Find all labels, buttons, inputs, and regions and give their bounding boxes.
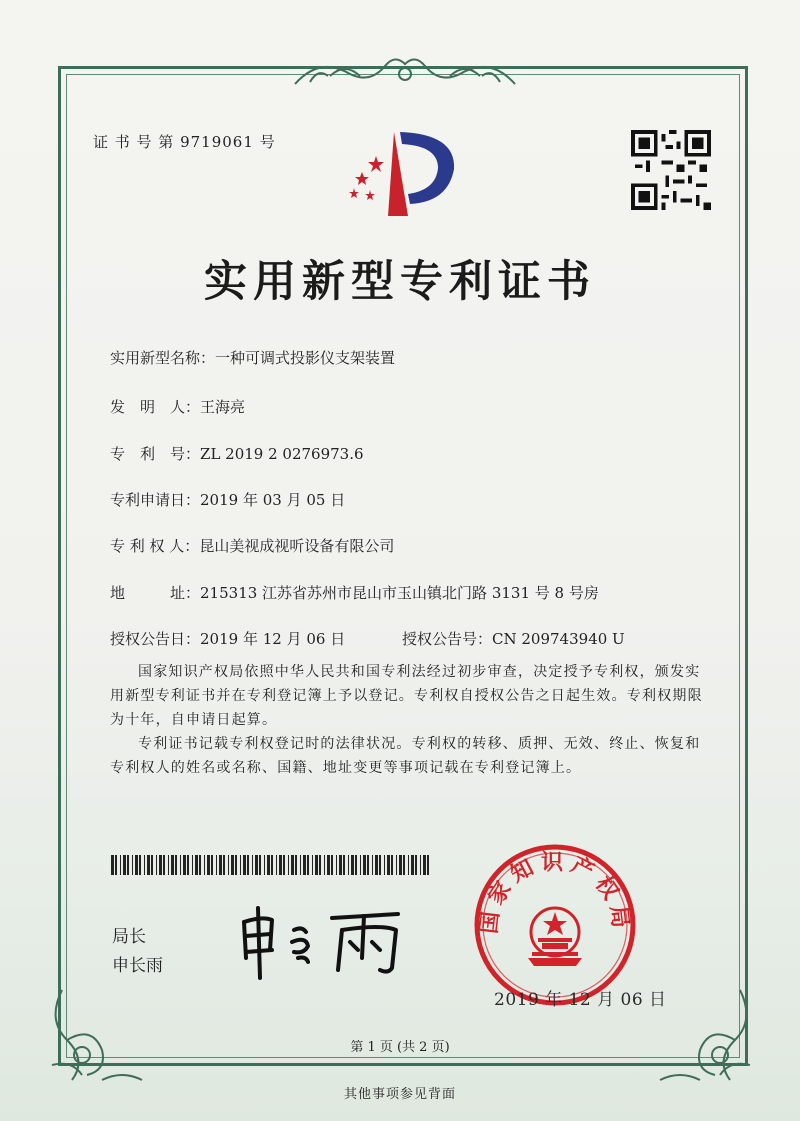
official-seal-icon bbox=[472, 842, 638, 1008]
director-name: 申长雨 bbox=[112, 956, 163, 976]
inventor-row bbox=[110, 396, 245, 417]
address-label: 地 址： bbox=[110, 584, 201, 602]
filing-date-label: 专利申请日： bbox=[110, 491, 201, 509]
grant-number-label: 授权公告号： bbox=[402, 630, 493, 648]
patentee-label: 专 利 权 人： bbox=[110, 537, 200, 555]
certificate-number-value: 9719061 bbox=[180, 133, 254, 151]
grant-number-value: CN 209743940 U bbox=[492, 630, 625, 648]
director-title: 局长 bbox=[112, 927, 146, 947]
certificate-number bbox=[93, 131, 276, 152]
grant-date-value: 2019 年 12 月 06 日 bbox=[200, 630, 346, 648]
barcode-icon bbox=[111, 855, 431, 875]
cnipa-logo-icon bbox=[336, 124, 466, 224]
filing-date-row bbox=[110, 489, 345, 510]
certificate-number-label: 证 书 号 第 bbox=[93, 133, 175, 151]
page-indicator: 第 1 页 (共 2 页) bbox=[350, 1040, 450, 1055]
certificate-number-suffix: 号 bbox=[259, 133, 276, 151]
utility-model-name-value: 一种可调式投影仪支架装置 bbox=[215, 349, 396, 367]
certificate-title: 实用新型专利证书 bbox=[204, 257, 596, 307]
signature-icon bbox=[232, 900, 412, 980]
inventor-value: 王海亮 bbox=[200, 398, 246, 416]
patent-number-label: 专 利 号： bbox=[110, 445, 201, 463]
footer-note: 其他事项参见背面 bbox=[343, 1087, 456, 1102]
filing-date-value: 2019 年 03 月 05 日 bbox=[200, 491, 346, 509]
svg-text:国家知识产权局: 国家知识产权局 bbox=[475, 849, 635, 936]
seal-date: 2019 年 12 月 06 日 bbox=[494, 990, 667, 1010]
address-value: 215313 江苏省苏州市昆山市玉山镇北门路 3131 号 8 号房 bbox=[200, 584, 599, 602]
patent-number-row bbox=[110, 443, 364, 464]
grant-statement-paragraph: 国家知识产权局依照中华人民共和国专利法经过初步审查，决定授予专利权，颁发实用新型专利证书并在专利登记簿上予以登记。专利权自授权公告之日起生效。专利权期限为十年，自申请日起算。 bbox=[110, 664, 703, 728]
address-row bbox=[110, 582, 599, 603]
utility-model-name-label: 实用新型名称： bbox=[110, 349, 216, 367]
grant-date-row bbox=[110, 628, 345, 649]
patentee-row bbox=[110, 535, 394, 556]
grant-number-row bbox=[402, 628, 625, 649]
grant-date-label: 授权公告日： bbox=[110, 630, 201, 648]
corner-ornament-left-icon bbox=[42, 980, 152, 1090]
legal-status-paragraph: 专利证书记载专利权登记时的法律状况。专利权的转移、质押、无效、终止、恢复和专利权人的姓名或名称、国籍、地址变更等事项记载在专利登记簿上。 bbox=[110, 736, 701, 776]
top-ornament-icon bbox=[290, 46, 520, 92]
qr-code-icon bbox=[631, 130, 711, 210]
inventor-label: 发 明 人： bbox=[110, 398, 201, 416]
utility-model-name-row bbox=[110, 347, 395, 368]
patent-number-value: ZL 2019 2 0276973.6 bbox=[200, 445, 364, 463]
patentee-value: 昆山美视成视听设备有限公司 bbox=[199, 537, 395, 555]
